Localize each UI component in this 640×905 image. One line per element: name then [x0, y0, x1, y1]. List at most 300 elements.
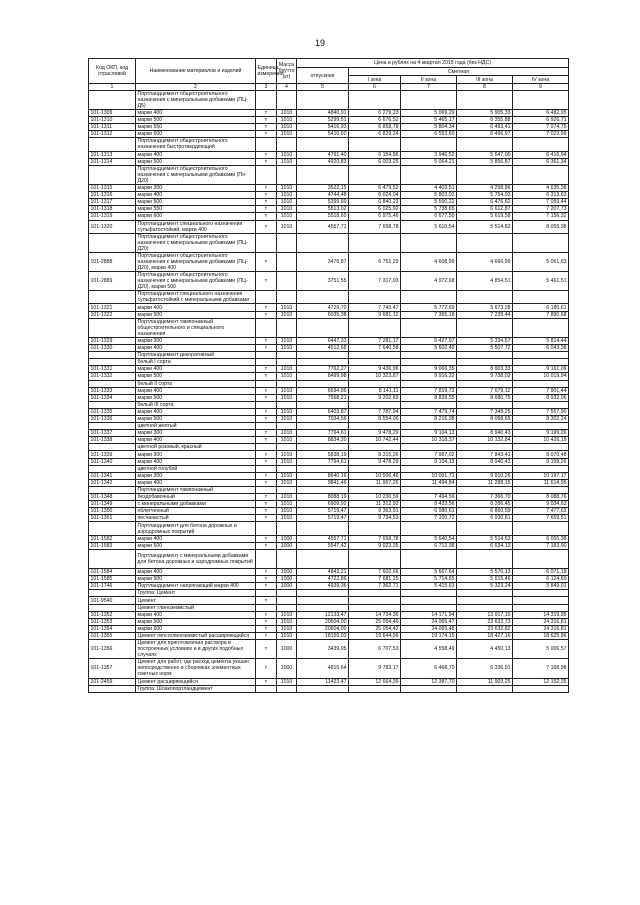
price-zone-1: 9 023,35 — [349, 542, 401, 549]
item-name: марки 500 — [136, 117, 256, 124]
price-zone-2: 9 916,32 — [401, 373, 457, 380]
price-release: 4557,71 — [297, 220, 349, 233]
price-zone-4: 6 180,61 — [513, 304, 569, 311]
item-unit: т — [256, 220, 277, 233]
price-zone-1 — [349, 590, 401, 597]
item-name: марки 600 — [136, 213, 256, 220]
price-zone-4: 10 197,17 — [513, 472, 569, 479]
item-name: Портландцемент общестроительного назначения с минеральными добавками (ПЦ-Д20) — [136, 233, 256, 252]
price-zone-2: 5 772,69 — [401, 304, 457, 311]
price-zone-4: 6 361,34 — [513, 158, 569, 165]
price-release — [297, 604, 349, 611]
item-name: марки 400 — [136, 110, 256, 117]
item-mass: 1010 — [277, 632, 297, 639]
item-name: марки 400 — [136, 408, 256, 415]
price-release — [297, 233, 349, 252]
item-name: марки 400 — [136, 345, 256, 352]
price-zone-4 — [513, 359, 569, 366]
price-zone-2 — [401, 318, 457, 337]
item-name: Группа: Цемент — [136, 590, 256, 597]
item-unit: т — [256, 494, 277, 501]
price-zone-2: 10 318,37 — [401, 437, 457, 444]
price-zone-2: 10 091,71 — [401, 472, 457, 479]
item-code — [89, 604, 136, 611]
item-code — [89, 291, 136, 304]
item-mass: 1010 — [277, 213, 297, 220]
item-mass: 1010 — [277, 501, 297, 508]
table-row — [89, 213, 569, 220]
price-zone-4: 6 482,95 — [513, 110, 569, 117]
item-code — [89, 380, 136, 387]
item-mass — [277, 291, 297, 304]
table-row — [89, 131, 569, 138]
item-unit: т — [256, 472, 277, 479]
price-zone-2: 5 602,49 — [401, 345, 457, 352]
item-mass — [277, 549, 297, 568]
item-unit: т — [256, 124, 277, 131]
item-name: Цемент для работ, где расход цемента указан непосредственно в сборниках элементных сметных норм — [136, 659, 256, 678]
item-code: 101-1353 — [89, 618, 136, 625]
item-name: Портландцемент общестроительного назначения быстротвердеющий — [136, 138, 256, 151]
table-row — [89, 590, 569, 597]
price-release: 8640,16 — [297, 472, 349, 479]
price-zone-3 — [457, 549, 513, 568]
table-row — [89, 345, 569, 352]
price-release: 7794,61 — [297, 430, 349, 437]
item-name: марки 400 — [136, 458, 256, 465]
price-zone-1 — [349, 685, 401, 692]
price-zone-1 — [349, 380, 401, 387]
price-zone-1 — [349, 486, 401, 493]
price-zone-1: 11 312,92 — [349, 501, 401, 508]
item-code: 101-1337 — [89, 430, 136, 437]
price-zone-3: 5 570,13 — [457, 569, 513, 576]
price-zone-1: 25 054,46 — [349, 618, 401, 625]
item-mass: 1010 — [277, 366, 297, 373]
table-row — [89, 352, 569, 359]
item-name: марки 400 — [136, 192, 256, 199]
price-zone-4 — [513, 590, 569, 597]
table-row — [89, 252, 569, 271]
item-mass: 1010 — [277, 373, 297, 380]
item-unit — [256, 352, 277, 359]
price-release: 6035,38 — [297, 311, 349, 318]
item-unit — [256, 522, 277, 535]
price-zone-1: 6 003,25 — [349, 158, 401, 165]
price-release: 5547,42 — [297, 542, 349, 549]
item-mass: 1000 — [277, 542, 297, 549]
item-mass: 1010 — [277, 131, 297, 138]
price-zone-4: 9 034,63 — [513, 501, 569, 508]
price-zone-3: 8 903,33 — [457, 366, 513, 373]
page-number: 19 — [314, 38, 325, 48]
item-unit — [256, 233, 277, 252]
price-zone-3: 5 754,02 — [457, 192, 513, 199]
item-code — [89, 318, 136, 337]
price-zone-2 — [401, 352, 457, 359]
price-zone-3: 10 132,84 — [457, 437, 513, 444]
column-index-cell: 5 — [297, 84, 349, 91]
price-zone-1: 7 602,66 — [349, 569, 401, 576]
price-zone-3 — [457, 352, 513, 359]
item-mass: 1010 — [277, 515, 297, 522]
price-zone-3 — [457, 465, 513, 472]
item-code — [89, 165, 136, 184]
price-zone-3: 6 496,97 — [457, 131, 513, 138]
price-zone-1 — [349, 352, 401, 359]
item-name: марки 400 — [136, 611, 256, 618]
price-release — [297, 165, 349, 184]
item-mass: 1000 — [277, 576, 297, 583]
price-zone-2: 9 066,35 — [401, 366, 457, 373]
item-code: 101-1338 — [89, 437, 136, 444]
price-zone-3: 6 634,13 — [457, 542, 513, 549]
header-estimate-price: Сметная — [349, 68, 569, 76]
price-release: 4791,40 — [297, 151, 349, 158]
price-zone-4: 7 901,44 — [513, 387, 569, 394]
table-row — [89, 659, 569, 678]
item-mass: 1010 — [277, 110, 297, 117]
price-zone-1 — [349, 138, 401, 151]
price-zone-1: 6 840,23 — [349, 199, 401, 206]
item-code — [89, 685, 136, 692]
header-mass: Масса брутто (кг) — [277, 59, 297, 84]
price-zone-3: 7 679,12 — [457, 387, 513, 394]
price-zone-4 — [513, 91, 569, 110]
item-unit: т — [256, 366, 277, 373]
price-zone-2: 3 946,52 — [401, 151, 457, 158]
price-zone-4 — [513, 352, 569, 359]
item-code: 101-1312 — [89, 131, 136, 138]
price-zone-4: 9 199,26 — [513, 430, 569, 437]
item-mass: 1000 — [277, 569, 297, 576]
price-release: 3751,55 — [297, 272, 349, 291]
price-zone-3: 5 323,24 — [457, 583, 513, 590]
price-zone-1 — [349, 444, 401, 451]
item-name: Портландцемент общестроительного назначения с минеральными добавками (По-Д20) — [136, 165, 256, 184]
item-code: 101-1582 — [89, 535, 136, 542]
price-zone-1: 7 317,03 — [349, 272, 401, 291]
item-name: марки 500 — [136, 394, 256, 401]
price-release — [297, 522, 349, 535]
price-zone-2: 7 987,02 — [401, 451, 457, 458]
price-zone-3: 13 917,10 — [457, 611, 513, 618]
item-code — [89, 423, 136, 430]
table-row — [89, 501, 569, 508]
column-index-cell: 7 — [401, 84, 457, 91]
price-zone-3: 8 940,43 — [457, 430, 513, 437]
price-zone-3: 8 068,65 — [457, 416, 513, 423]
price-zone-3: 7 345,25 — [457, 408, 513, 415]
item-unit — [256, 318, 277, 337]
price-zone-1: 6 479,52 — [349, 185, 401, 192]
price-zone-4 — [513, 165, 569, 184]
price-zone-1: 7 658,78 — [349, 220, 401, 233]
table-row — [89, 542, 569, 549]
price-zone-3 — [457, 604, 513, 611]
price-zone-2: 5 590,22 — [401, 199, 457, 206]
price-release: 6909,92 — [297, 501, 349, 508]
price-zone-3 — [457, 138, 513, 151]
price-zone-1: 7 658,78 — [349, 535, 401, 542]
price-zone-1: 6 707,53 — [349, 640, 401, 659]
price-zone-4: 24 316,81 — [513, 618, 569, 625]
item-name: марки 300 — [136, 451, 256, 458]
price-zone-2 — [401, 590, 457, 597]
price-zone-2: 19 174,15 — [401, 632, 457, 639]
price-zone-4: 10 426,19 — [513, 437, 569, 444]
item-name: Портландцемент тампонажный — [136, 486, 256, 493]
table-row — [89, 233, 569, 252]
price-zone-4: 7 477,63 — [513, 508, 569, 515]
item-mass: 1000 — [277, 535, 297, 542]
item-mass: 1010 — [277, 199, 297, 206]
price-zone-4: 4 635,38 — [513, 185, 569, 192]
price-zone-3 — [457, 91, 513, 110]
price-zone-3: 23 632,73 — [457, 618, 513, 625]
item-mass: 1010 — [277, 416, 297, 423]
price-zone-4: 8 302,24 — [513, 416, 569, 423]
item-unit — [256, 165, 277, 184]
item-code: 101-1318 — [89, 206, 136, 213]
price-zone-3 — [457, 380, 513, 387]
price-zone-3: 6 476,82 — [457, 199, 513, 206]
item-unit: т — [256, 192, 277, 199]
item-code: 101-1341 — [89, 472, 136, 479]
price-zone-4: 18 625,86 — [513, 632, 569, 639]
table-row — [89, 597, 569, 604]
item-unit: т — [256, 311, 277, 318]
item-name: белый II сорта — [136, 380, 256, 387]
price-zone-1 — [349, 233, 401, 252]
item-name: Портландцемент общестроительного назначения с минеральными добавками (ПЦ-Д20), марки 400 — [136, 252, 256, 271]
price-zone-1: 11 967,26 — [349, 479, 401, 486]
item-code: 101-1331 — [89, 366, 136, 373]
item-name: марки 300 — [136, 337, 256, 344]
item-mass: 1010 — [277, 117, 297, 124]
header-zone-2: II зона — [401, 76, 457, 84]
price-zone-3: 5 514,63 — [457, 535, 513, 542]
price-zone-3: 5 507,72 — [457, 345, 513, 352]
item-mass: 1010 — [277, 311, 297, 318]
item-code: 101-1584 — [89, 569, 136, 576]
price-zone-1: 9 783,17 — [349, 659, 401, 678]
item-unit — [256, 549, 277, 568]
item-name: марки 500 — [136, 311, 256, 318]
price-zone-1 — [349, 549, 401, 568]
item-name: марки 550 — [136, 124, 256, 131]
table-row — [89, 444, 569, 451]
item-name: Портландцемент специального назначения сульфатостойкий с минеральными добавками — [136, 291, 256, 304]
item-unit: т — [256, 416, 277, 423]
price-zone-1: 6 858,78 — [349, 124, 401, 131]
item-code: 101-9540 — [89, 597, 136, 604]
table-row — [89, 138, 569, 151]
item-code — [89, 522, 136, 535]
item-mass: 1010 — [277, 479, 297, 486]
price-zone-4 — [513, 423, 569, 430]
item-unit: т — [256, 576, 277, 583]
price-release — [297, 359, 349, 366]
item-unit: т — [256, 117, 277, 124]
table-row — [89, 604, 569, 611]
item-unit: т — [256, 659, 277, 678]
item-unit — [256, 465, 277, 472]
price-zone-4: 6 416,94 — [513, 151, 569, 158]
price-zone-3: 4 298,86 — [457, 185, 513, 192]
item-unit — [256, 380, 277, 387]
price-release: 12133,47 — [297, 611, 349, 618]
price-release: 4920,83 — [297, 158, 349, 165]
item-mass: 1010 — [277, 508, 297, 515]
price-release: 6694,96 — [297, 387, 349, 394]
price-zone-4 — [513, 486, 569, 493]
price-zone-3: 7 239,44 — [457, 311, 513, 318]
item-code: 101-1340 — [89, 458, 136, 465]
item-mass: 1010 — [277, 158, 297, 165]
price-zone-4 — [513, 138, 569, 151]
item-name: марки 400 — [136, 151, 256, 158]
price-release: 4815,64 — [297, 659, 349, 678]
price-zone-1: 6 676,52 — [349, 117, 401, 124]
price-zone-2: 5 610,54 — [401, 220, 457, 233]
price-zone-2: 9 104,13 — [401, 430, 457, 437]
price-zone-4: 24 316,81 — [513, 625, 569, 632]
price-zone-3: 11 903,25 — [457, 678, 513, 685]
table-row — [89, 611, 569, 618]
price-zone-3: 8 940,43 — [457, 458, 513, 465]
price-zone-2: 4 608,99 — [401, 252, 457, 271]
item-code: 101-2889 — [89, 272, 136, 291]
price-zone-1 — [349, 522, 401, 535]
price-zone-4 — [513, 380, 569, 387]
item-code: 101-1329 — [89, 337, 136, 344]
column-index-cell: 1 — [89, 84, 136, 91]
header-price-title: Цена в рублях на 4 квартал 2015 года (без НДС) — [297, 59, 569, 68]
price-zone-1: 9 478,29 — [349, 430, 401, 437]
item-mass: 1010 — [277, 185, 297, 192]
price-zone-2 — [401, 549, 457, 568]
item-mass: 1010 — [277, 678, 297, 685]
price-zone-4: 7 890,68 — [513, 311, 569, 318]
price-zone-4: 8 088,76 — [513, 494, 569, 501]
item-code: 101-1314 — [89, 158, 136, 165]
item-mass — [277, 590, 297, 597]
item-mass — [277, 91, 297, 110]
table-row — [89, 632, 569, 639]
table-row — [89, 486, 569, 493]
item-code: 101-1317 — [89, 199, 136, 206]
item-name: марки 500 — [136, 373, 256, 380]
item-unit — [256, 444, 277, 451]
item-unit: т — [256, 394, 277, 401]
item-unit: т — [256, 345, 277, 352]
item-unit: т — [256, 535, 277, 542]
price-table — [88, 58, 569, 693]
price-zone-4: 7 168,98 — [513, 659, 569, 678]
item-mass: 1010 — [277, 151, 297, 158]
price-release: 9841,46 — [297, 479, 349, 486]
column-index-cell: 9 — [513, 84, 569, 91]
item-unit: т — [256, 640, 277, 659]
table-row — [89, 437, 569, 444]
item-mass — [277, 486, 297, 493]
item-mass — [277, 252, 297, 271]
item-unit: т — [256, 373, 277, 380]
table-row — [89, 380, 569, 387]
price-zone-1 — [349, 465, 401, 472]
table-row — [89, 311, 569, 318]
item-mass — [277, 352, 297, 359]
table-row — [89, 318, 569, 337]
price-release: 7794,61 — [297, 458, 349, 465]
item-mass: 1010 — [277, 337, 297, 344]
price-zone-1 — [349, 401, 401, 408]
item-unit: т — [256, 515, 277, 522]
item-unit: т — [256, 458, 277, 465]
price-zone-4: 7 557,90 — [513, 408, 569, 415]
price-zone-4: 7 023,99 — [513, 131, 569, 138]
item-name: марки 400 — [136, 304, 256, 311]
item-mass: 1010 — [277, 304, 297, 311]
item-code: 101-1339 — [89, 451, 136, 458]
item-unit: т — [256, 272, 277, 291]
table-row — [89, 618, 569, 625]
price-zone-4: 6 055,38 — [513, 535, 569, 542]
item-code: 101-1316 — [89, 192, 136, 199]
price-zone-4: 14 319,95 — [513, 611, 569, 618]
item-code — [89, 590, 136, 597]
price-zone-1: 7 787,94 — [349, 408, 401, 415]
item-unit — [256, 291, 277, 304]
price-zone-2 — [401, 444, 457, 451]
item-unit — [256, 685, 277, 692]
price-zone-2: 12 387,70 — [401, 678, 457, 685]
item-code — [89, 233, 136, 252]
item-unit: т — [256, 131, 277, 138]
item-mass: 1010 — [277, 494, 297, 501]
price-zone-2: 6 980,61 — [401, 508, 457, 515]
price-release: 5416,60 — [297, 131, 349, 138]
price-zone-3: 8 680,75 — [457, 394, 513, 401]
price-zone-4: 8 932,06 — [513, 394, 569, 401]
price-release: 5299,51 — [297, 117, 349, 124]
price-zone-3: 5 856,87 — [457, 158, 513, 165]
price-zone-3: 6 860,59 — [457, 508, 513, 515]
item-mass: 1010 — [277, 430, 297, 437]
item-name: цветной голубой — [136, 465, 256, 472]
price-zone-2: 5 804,34 — [401, 124, 457, 131]
price-zone-1: 9 734,53 — [349, 515, 401, 522]
table-row — [89, 124, 569, 131]
price-zone-4: 7 156,32 — [513, 213, 569, 220]
item-unit — [256, 604, 277, 611]
price-zone-2: 24 065,47 — [401, 618, 457, 625]
item-mass — [277, 401, 297, 408]
price-zone-1: 9 478,29 — [349, 458, 401, 465]
header-unit: Единица измерения — [256, 59, 277, 84]
price-zone-3: 7 366,70 — [457, 494, 513, 501]
header-release-price: отпускная — [297, 68, 349, 84]
item-unit: т — [256, 213, 277, 220]
price-zone-1: 7 640,58 — [349, 345, 401, 352]
item-name: марки 500 — [136, 158, 256, 165]
price-zone-1: 6 975,46 — [349, 213, 401, 220]
item-mass — [277, 522, 297, 535]
price-zone-2 — [401, 401, 457, 408]
price-zone-2: 7 494,59 — [401, 494, 457, 501]
table-row — [89, 465, 569, 472]
